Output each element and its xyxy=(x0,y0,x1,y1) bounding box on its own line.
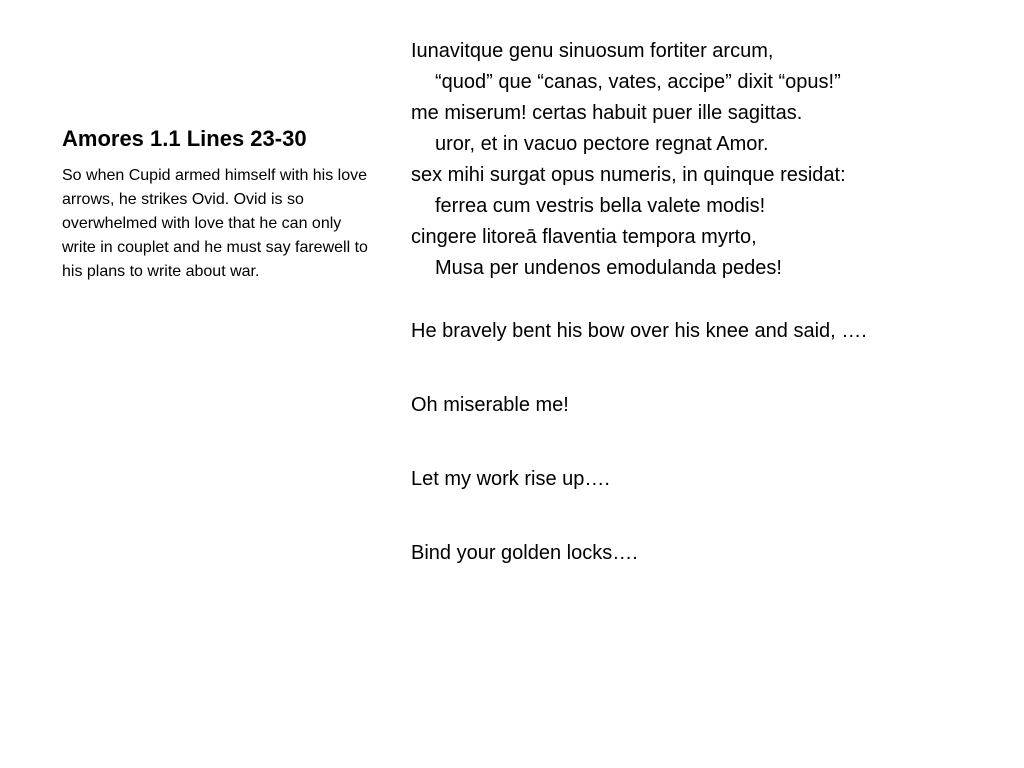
translation-line: He bravely bent his bow over his knee and said, …. xyxy=(411,320,867,342)
translation-list xyxy=(411,316,1011,569)
poem-line: uror, et in vacuo pectore regnat Amor. xyxy=(435,133,769,155)
slide-title: Amores 1.1 Lines 23-30 xyxy=(62,126,307,151)
translation-line: Oh miserable me! xyxy=(411,394,569,416)
poem-line: Iunavitque genu sinuosum fortiter arcum, xyxy=(411,40,774,62)
translation-line: Let my work rise up…. xyxy=(411,468,610,490)
left-panel xyxy=(62,124,378,284)
translation-line: Bind your golden locks…. xyxy=(411,542,638,564)
latin-poem xyxy=(411,36,1011,284)
poem-line: “quod” que “canas, vates, accipe” dixit “opus!” xyxy=(435,71,841,93)
poem-line: me miserum! certas habuit puer ille sagittas. xyxy=(411,102,803,124)
poem-line: cingere litoreā flaventia tempora myrto, xyxy=(411,226,757,248)
poem-line: Musa per undenos emodulanda pedes! xyxy=(435,257,782,279)
poem-line: sex mihi surgat opus numeris, in quinque residat: xyxy=(411,164,846,186)
slide-summary: So when Cupid armed himself with his love arrows, he strikes Ovid. Ovid is so overwhelmed with love that he can only write in couplet and he must say farewell to his plans to write about war. xyxy=(62,167,368,280)
poem-line: ferrea cum vestris bella valete modis! xyxy=(435,195,766,217)
right-panel xyxy=(411,36,1011,612)
